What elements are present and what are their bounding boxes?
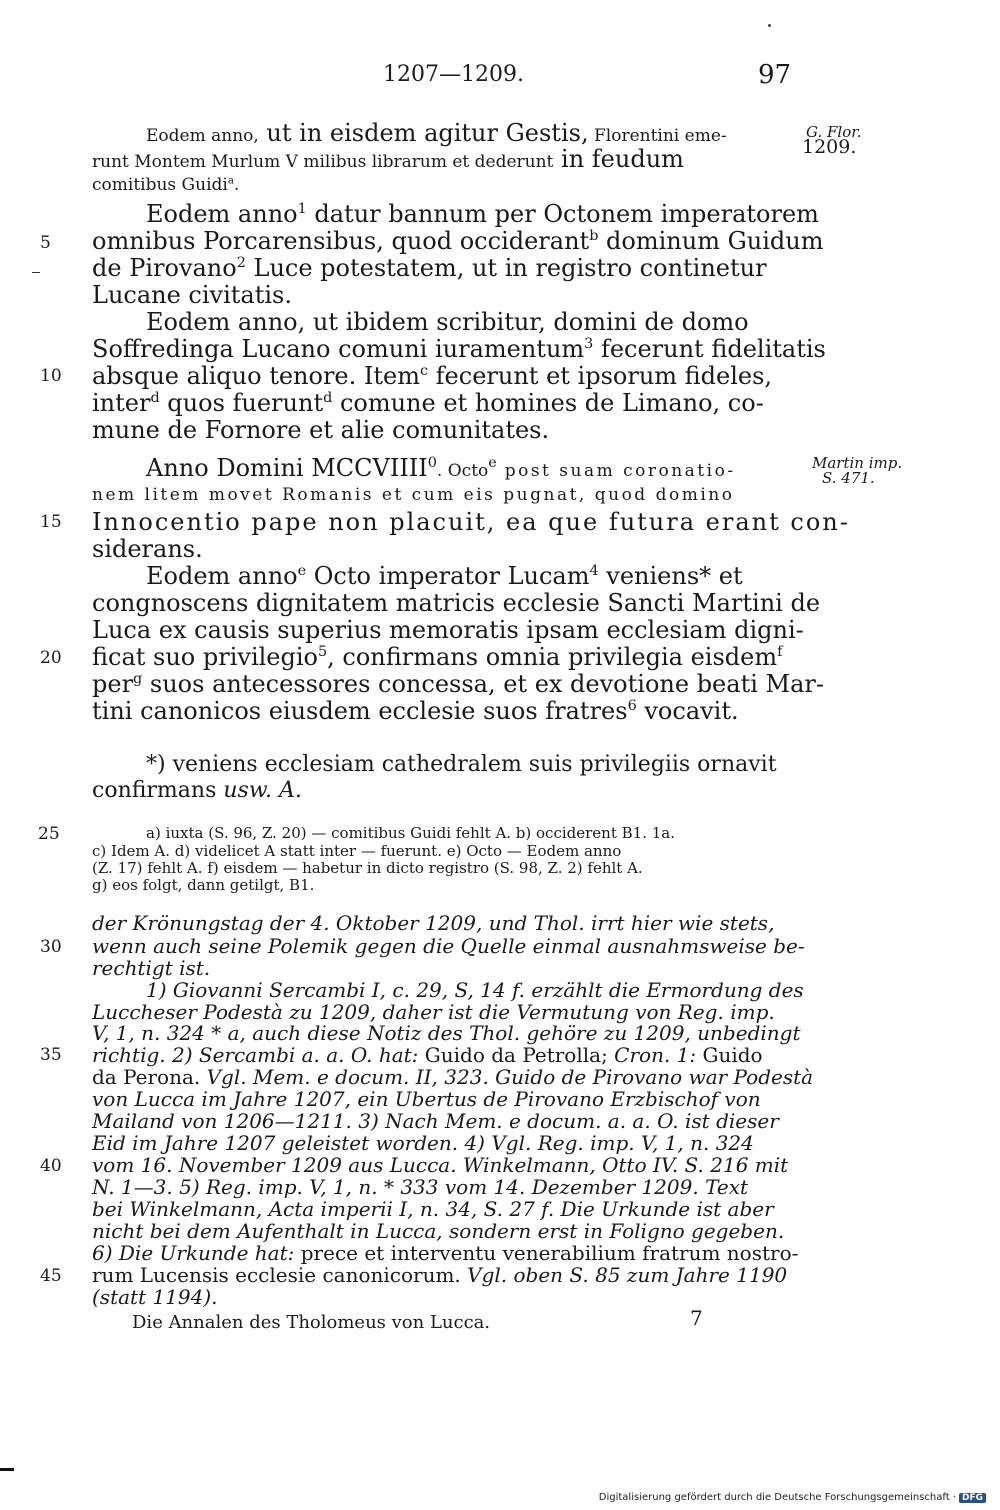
margin-note-gflor: G. Flor. (806, 123, 862, 141)
text-line: nem litem movet Romanis et cum eis pugnat, quod domino (92, 485, 735, 505)
text-line: Luca ex causis superius memoratis ipsam ecclesiam digni- (92, 616, 804, 644)
footnote-line: bei Winkelmann, Acta imperii I, n. 34, S. 27 f. Die Urkunde ist aber (92, 1197, 774, 1221)
text-line: Soffredinga Lucano comuni iuramentum$^3$ fecerunt fidelitatis (92, 335, 826, 363)
footnote-line: N. 1—3. 5) Reg. imp. V, 1, n. * 333 vom 14. Dezember 1209. Text (92, 1175, 749, 1199)
text-line: Eodem anno, ut ibidem scribitur, domini de domo (146, 308, 749, 336)
footnote-line: rechtigt ist. (92, 956, 211, 980)
text-line: tini canonicos eiusdem ecclesie suos fratres$^6$ vocavit. (92, 697, 739, 725)
footnote-line: da Perona. Vgl. Mem. e docum. II, 323. Guido de Pirovano war Podestà (92, 1065, 814, 1089)
margin-note-martin: Martin imp. (812, 454, 903, 472)
dfg-logo-icon: DFG (959, 1493, 986, 1503)
footnote-line: 6) Die Urkunde hat: prece et interventu venerabilium fratrum nostro- (92, 1241, 799, 1265)
text-line: inter$^d$ quos fuerunt$^d$ comune et homines de Limano, co- (92, 389, 764, 417)
line-number: 5 (40, 233, 51, 253)
dfg-credit: Digitalisierung gefördert durch die Deutsche Forschungsgemeinschaft · DFG (599, 1492, 986, 1503)
text-line: Innocentio pape non placuit, ea que futura erant con- (92, 508, 850, 536)
margin-dash (32, 272, 40, 273)
text-line: de Pirovano$^2$ Luce potestatem, ut in registro continetur (92, 254, 767, 282)
text-line: siderans. (92, 535, 203, 563)
text-line: Anno Domini MCCVIIII$^0$. Octo$^e$ post suam coronatio- (146, 454, 736, 482)
footnote-line: wenn auch seine Polemik gegen die Quelle einmal ausnahmsweise be- (92, 934, 805, 958)
line-number: 20 (40, 648, 62, 668)
footnote-line: richtig. 2) Sercambi a. a. O. hat: Guido da Petrolla; Cron. 1: Guido (92, 1043, 763, 1067)
line-number: 30 (40, 937, 62, 957)
line-number: 35 (40, 1045, 62, 1065)
text-line: mune de Fornore et alie comunitates. (92, 416, 550, 444)
page-number: 97 (758, 60, 792, 90)
text-line: runt Montem Murlum V milibus librarum et dederunt in feudum (92, 145, 684, 173)
line-number: 10 (40, 366, 62, 386)
footnote-line: (statt 1194). (92, 1285, 218, 1309)
footnote-line: 1) Giovanni Sercambi I, c. 29, S, 14 f. erzählt die Ermordung des (146, 978, 804, 1002)
text-line: *) veniens ecclesiam cathedralem suis privilegiis ornavit (146, 752, 777, 777)
text-line: omnibus Porcarensibus, quod occiderant$^b$ dominum Guidum (92, 227, 824, 255)
line-number: 15 (40, 512, 62, 532)
text-line: absque aliquo tenore. Item$^c$ fecerunt et ipsorum fideles, (92, 362, 773, 390)
apparatus-line: c) Idem A. d) videlicet A statt inter — fuerunt. e) Octo — Eodem anno (92, 842, 622, 860)
running-head: 1207—1209. (383, 62, 524, 87)
scan-dot (768, 24, 771, 27)
footnote-line: Luccheser Podestà zu 1209, daher ist die Vermutung von Reg. imp. (92, 1000, 775, 1024)
footnote-line: rum Lucensis ecclesie canonicorum. Vgl. oben S. 85 zum Jahre 1190 (92, 1263, 788, 1287)
footer-title: Die Annalen des Tholomeus von Lucca. (132, 1312, 491, 1333)
margin-note-martin-ref: S. 471. (822, 469, 875, 487)
line-number: 25 (38, 824, 60, 844)
footnote-line: der Krönungstag der 4. Oktober 1209, und Thol. irrt hier wie stets, (92, 911, 775, 935)
apparatus-line: a) iuxta (S. 96, Z. 20) — comitibus Guidi fehlt A. b) occiderent B1. 1a. (146, 824, 675, 842)
line-number: 40 (40, 1156, 62, 1176)
apparatus-line: (Z. 17) fehlt A. f) eisdem — habetur in dicto registro (S. 98, Z. 2) fehlt A. (92, 859, 643, 877)
footnote-line: Mailand von 1206—1211. 3) Nach Mem. e docum. a. a. O. ist dieser (92, 1109, 779, 1133)
signature-mark: 7 (690, 1306, 703, 1330)
footnote-line: nicht bei dem Aufenthalt in Lucca, sondern erst in Foligno gegeben. (92, 1219, 785, 1243)
apparatus-line: g) eos folgt, dann getilgt, B1. (92, 876, 315, 894)
scan-edge-mark (0, 1468, 14, 1471)
margin-note-gflor-year: 1209. (802, 136, 857, 158)
text-line: Lucane civitatis. (92, 281, 293, 309)
text-line: Eodem anno$^e$ Octo imperator Lucam$^4$ veniens* et (146, 562, 743, 590)
text-line: Eodem anno, ut in eisdem agitur Gestis, Florentini eme- (146, 119, 727, 147)
text-line: Eodem anno$^1$ datur bannum per Octonem imperatorem (146, 200, 819, 228)
footnote-line: V, 1, n. 324 * a, auch diese Notiz des Thol. gehöre zu 1209, unbedingt (92, 1021, 801, 1045)
footnote-line: Eid im Jahre 1207 geleistet worden. 4) Vgl. Reg. imp. V, 1, n. 324 (92, 1131, 754, 1155)
text-line: per$^g$ suos antecessores concessa, et ex devotione beati Mar- (92, 670, 824, 698)
text-line: comitibus Guidi$^a$. (92, 175, 240, 195)
text-line: ficat suo privilegio$^5$, confirmans omnia privilegia eisdem$^f$ (92, 643, 783, 671)
footnote-line: von Lucca im Jahre 1207, ein Ubertus de Pirovano Erzbischof von (92, 1087, 761, 1111)
text-line: confirmans usw. A. (92, 778, 302, 803)
text-line: congnoscens dignitatem matricis ecclesie Sancti Martini de (92, 589, 821, 617)
line-number: 45 (40, 1266, 62, 1286)
footnote-line: vom 16. November 1209 aus Lucca. Winkelmann, Otto IV. S. 216 mit (92, 1153, 789, 1177)
